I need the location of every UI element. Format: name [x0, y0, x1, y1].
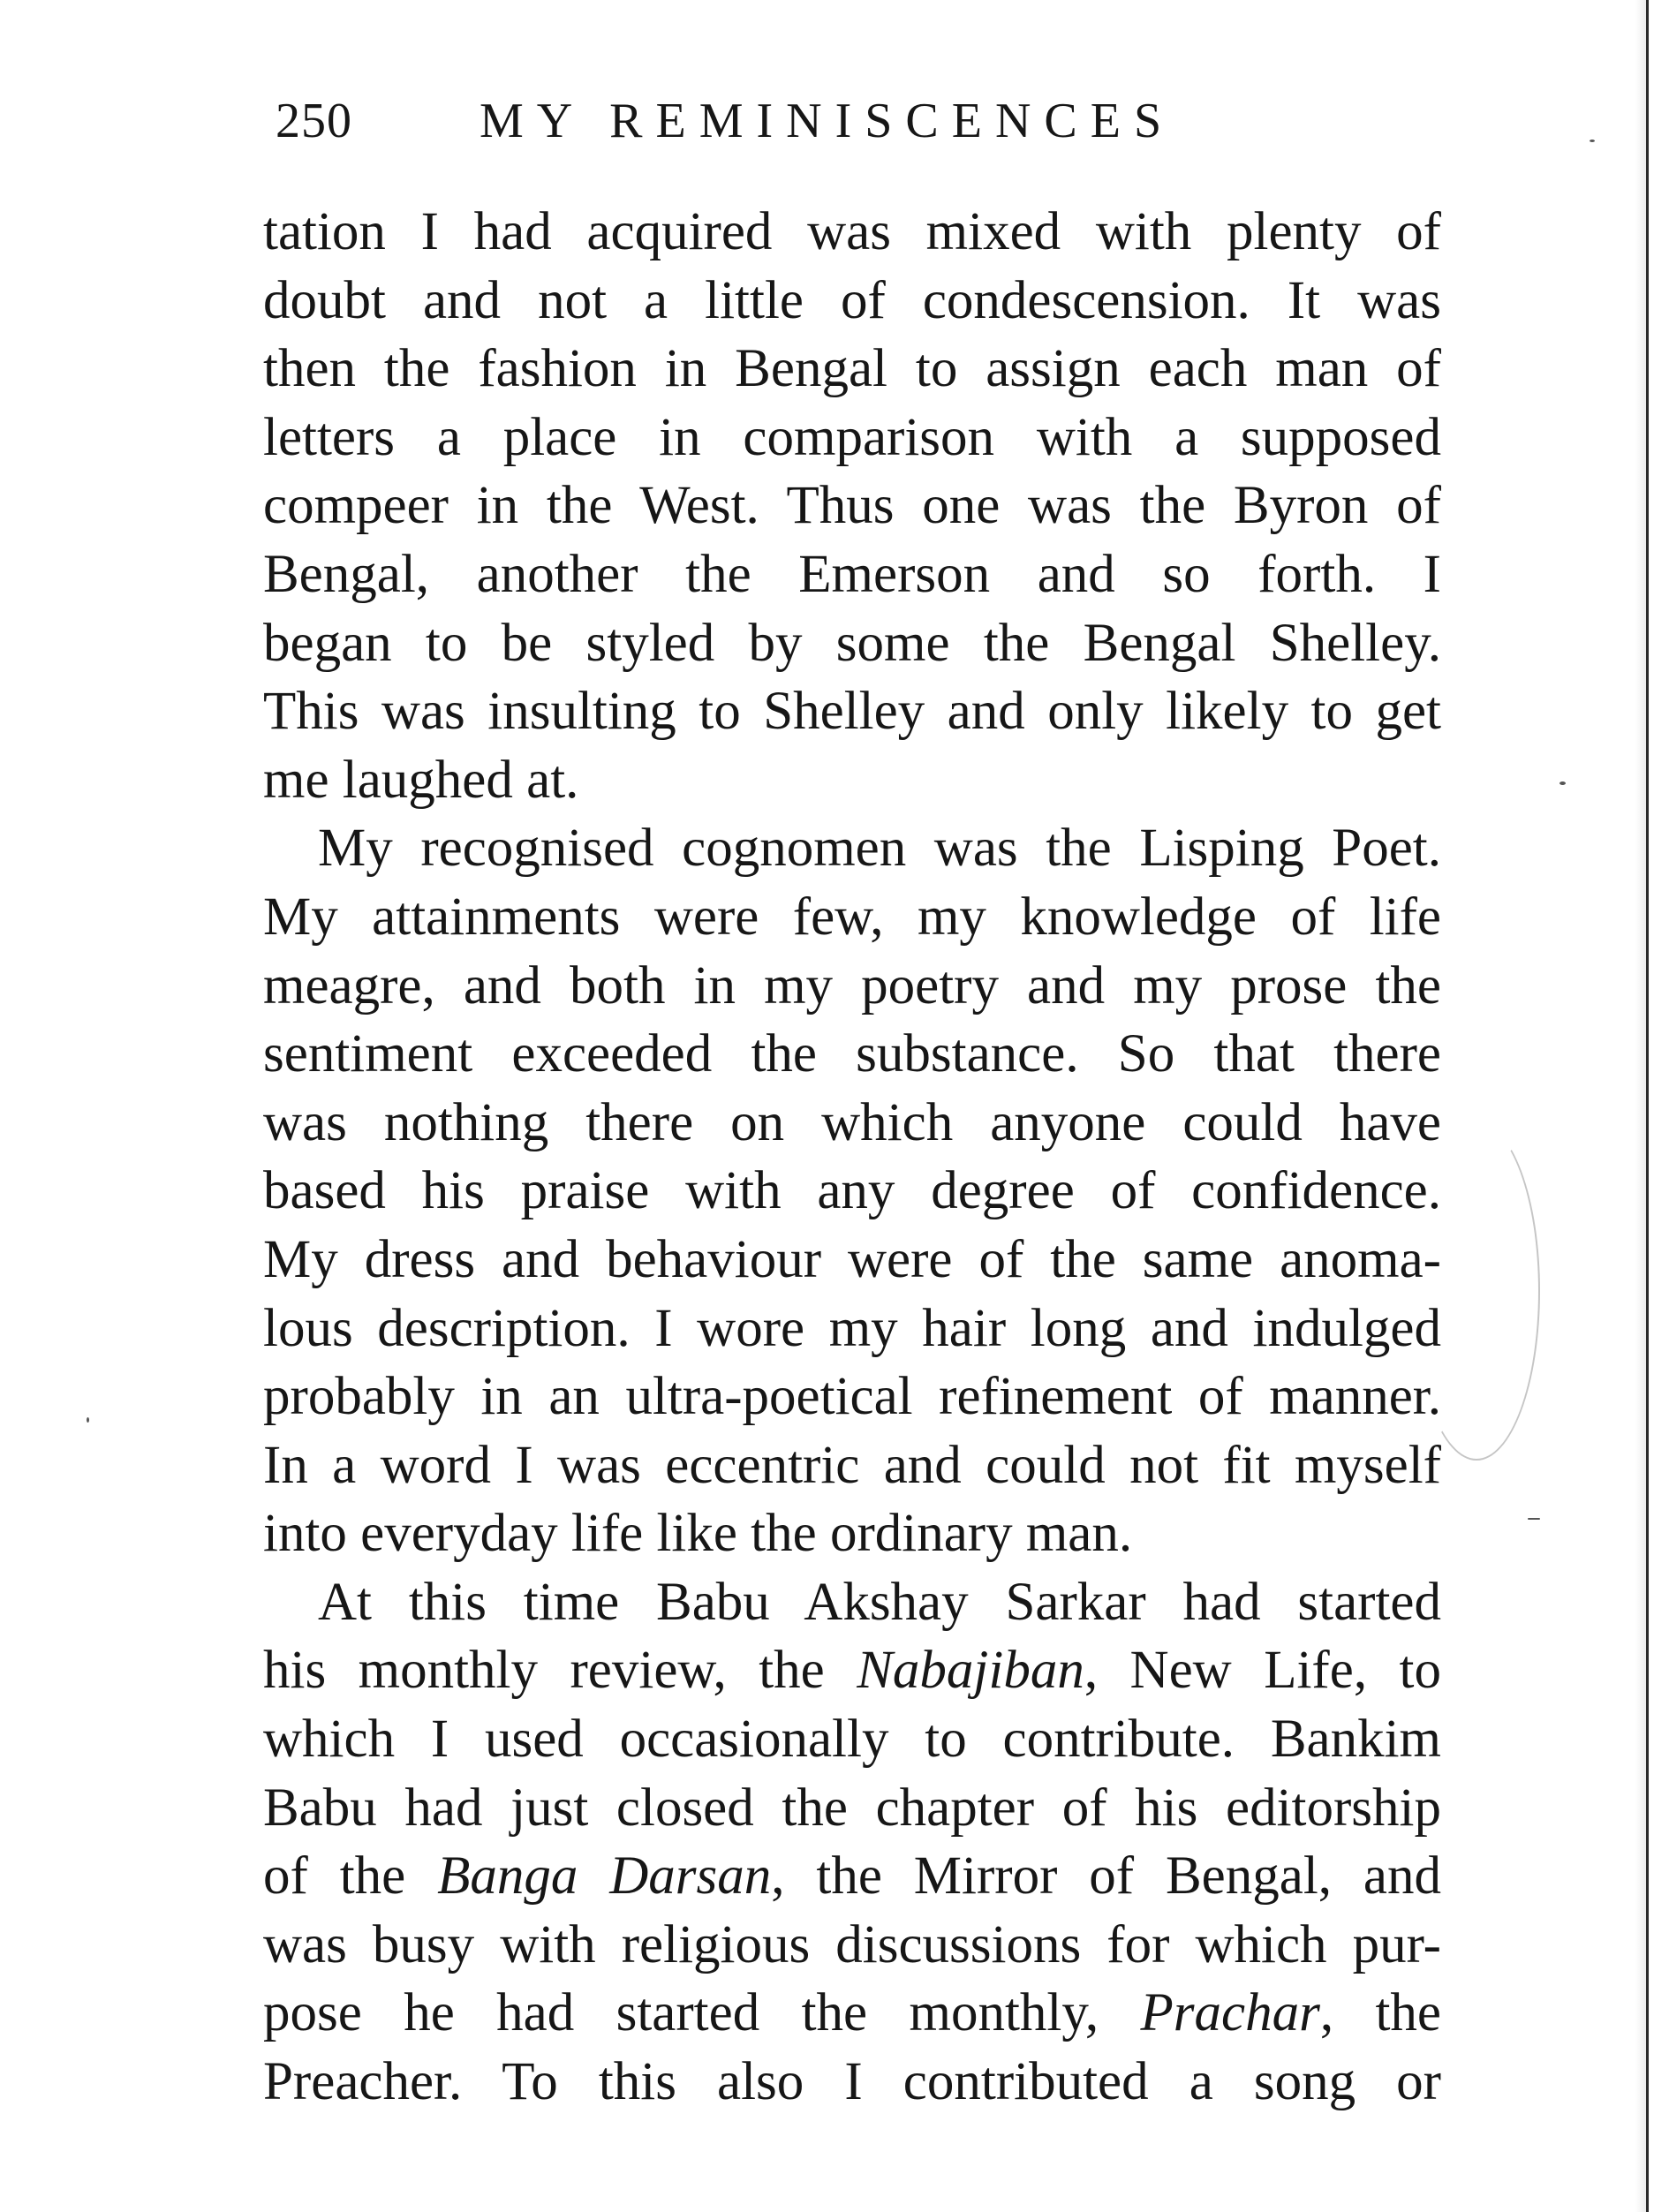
paragraph-1 [263, 198, 1441, 814]
text-line: then the fashion in Bengal to assign each man of [263, 339, 1441, 399]
text-line: probably in an ultra-poetical refinement of manner. [263, 1367, 1441, 1427]
text-line: Preacher. To this also I contributed a song or [263, 2052, 1441, 2112]
italic-title-nabajiban: Nabajiban [857, 1641, 1084, 1701]
text-line: meagre, and both in my poetry and my prose the [263, 955, 1441, 1015]
text-line: tation I had acquired was mixed with plenty of [263, 202, 1441, 261]
text-line: doubt and not a little of condescension. It was [263, 270, 1441, 330]
page-number: 250 [276, 94, 352, 148]
text-line: My recognised cognomen was the Lisping Poet. [318, 819, 1441, 879]
text-line: me laughed at. [263, 750, 579, 810]
scan-speck [1559, 781, 1566, 785]
italic-title-banga-darsan: Banga Darsan [437, 1846, 772, 1906]
text-line: letters a place in comparison with a supposed [263, 407, 1441, 467]
text-line: sentiment exceeded the substance. So that there [263, 1024, 1441, 1084]
text-line: In a word I was eccentric and could not fit myself [263, 1435, 1441, 1495]
text-line: Babu had just closed the chapter of his editorship [263, 1778, 1441, 1838]
text-line: into everyday life like the ordinary man. [263, 1504, 1133, 1564]
scan-speck [1528, 1518, 1540, 1520]
text-line: began to be styled by some the Bengal Shelley. [263, 613, 1441, 673]
page-edge-rule [1646, 0, 1649, 2212]
text-line: was nothing there on which anyone could have [263, 1092, 1441, 1152]
text-line: which I used occasionally to contribute. Bankim [263, 1710, 1441, 1770]
show-through-mark [1413, 1121, 1540, 1461]
scan-speck [87, 1417, 89, 1423]
text-line: At this time Babu Akshay Sarkar had started [318, 1572, 1441, 1632]
paragraph-3 [263, 1568, 1441, 2117]
scan-speck [1590, 140, 1595, 142]
text-line: My dress and behaviour were of the same anoma- [263, 1229, 1441, 1289]
text-line: compeer in the West. Thus one was the Byron of [263, 476, 1441, 536]
text-line: This was insulting to Shelley and only likely to get [263, 682, 1441, 742]
italic-title-prachar: Prachar [1140, 1983, 1320, 2043]
text-line: pose he had started the monthly, Prachar, the [263, 1983, 1441, 2043]
text-line: My attainments were few, my knowledge of life [263, 887, 1441, 947]
text-line: based his praise with any degree of confidence. [263, 1161, 1441, 1221]
paragraph-2 [263, 814, 1441, 1568]
running-head [276, 90, 1174, 152]
text-line: his monthly review, the Nabajiban, New Life, to [263, 1641, 1441, 1701]
body-text [263, 198, 1441, 2117]
running-title: MY REMINISCENCES [480, 94, 1175, 148]
text-line: was busy with religious discussions for which pur- [263, 1914, 1441, 1974]
text-line: of the Banga Darsan, the Mirror of Bengal, and [263, 1846, 1441, 1906]
text-line: lous description. I wore my hair long and indulged [263, 1298, 1441, 1358]
text-line: Bengal, another the Emerson and so forth. I [263, 544, 1441, 604]
page-edge-shadow [1635, 0, 1646, 2212]
